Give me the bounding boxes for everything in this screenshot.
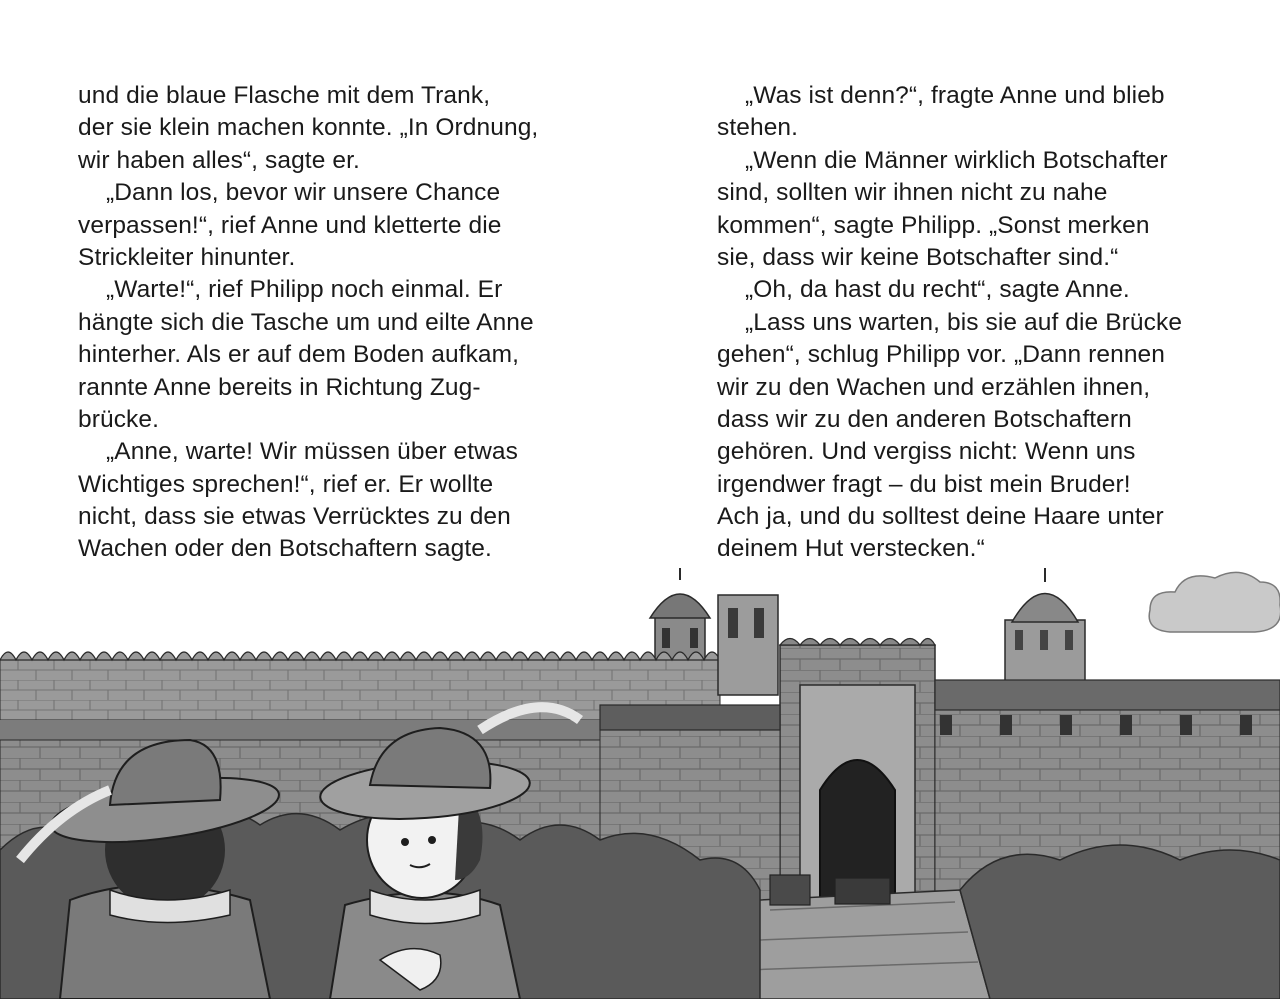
text-line: Wachen oder den Botschaftern sagte. xyxy=(78,535,492,563)
text-line: wir zu den Wachen und erzählen ihnen, xyxy=(717,373,1151,401)
text-line: Ach ja, und du solltest deine Haare unter xyxy=(717,503,1164,531)
illustration xyxy=(0,560,1280,999)
text-line: verpassen!“, rief Anne und kletterte die xyxy=(78,211,502,239)
text-line: „Warte!“, rief Philipp noch einmal. Er xyxy=(106,276,503,304)
text-line: brücke. xyxy=(78,405,160,433)
text-line: wir haben alles“, sagte er. xyxy=(78,146,360,174)
text-line: gehören. Und vergiss nicht: Wenn uns xyxy=(717,438,1136,466)
text-line: „Lass uns warten, bis sie auf die Brücke xyxy=(745,308,1183,336)
text-line: deinem Hut verstecken.“ xyxy=(717,535,985,563)
text-line: „Oh, da hast du recht“, sagte Anne. xyxy=(745,276,1130,304)
text-line: der sie klein machen konnte. „In Ordnung, xyxy=(78,114,539,142)
text-line: irgendwer fragt – du bist mein Bruder! xyxy=(717,470,1131,498)
text-line: Strickleiter hinunter. xyxy=(78,243,296,271)
text-line: sind, sollten wir ihnen nicht zu nahe xyxy=(717,179,1108,207)
right-text-column xyxy=(717,80,1237,566)
right-dome-tower xyxy=(1005,568,1085,695)
text-line: und die blaue Flasche mit dem Trank, xyxy=(78,82,491,109)
text-line: stehen. xyxy=(717,114,799,142)
left-text-column xyxy=(78,80,638,566)
text-line: nicht, dass sie etwas Verrücktes zu den xyxy=(78,503,511,531)
text-line: gehen“, schlug Philipp vor. „Dann rennen xyxy=(717,341,1166,369)
text-line: dass wir zu den anderen Botschaftern xyxy=(717,405,1132,433)
text-line: „Dann los, bevor wir unsere Chance xyxy=(106,179,501,207)
text-line: hinterher. Als er auf dem Boden aufkam, xyxy=(78,341,520,369)
text-line: hängte sich die Tasche um und eilte Anne xyxy=(78,308,534,336)
text-line: rannte Anne bereits in Richtung Zug- xyxy=(78,373,481,401)
text-line: „Was ist denn?“, fragte Anne und blieb xyxy=(745,82,1165,109)
text-line: „Wenn die Männer wirklich Botschafter xyxy=(745,146,1168,174)
text-line: „Anne, warte! Wir müssen über etwas xyxy=(106,438,518,466)
text-line: Wichtiges sprechen!“, rief er. Er wollte xyxy=(78,470,494,498)
cloud-icon xyxy=(1149,572,1280,632)
text-line: kommen“, sagte Philipp. „Sonst merken xyxy=(717,211,1150,239)
text-line: sie, dass wir keine Botschafter sind.“ xyxy=(717,243,1119,271)
